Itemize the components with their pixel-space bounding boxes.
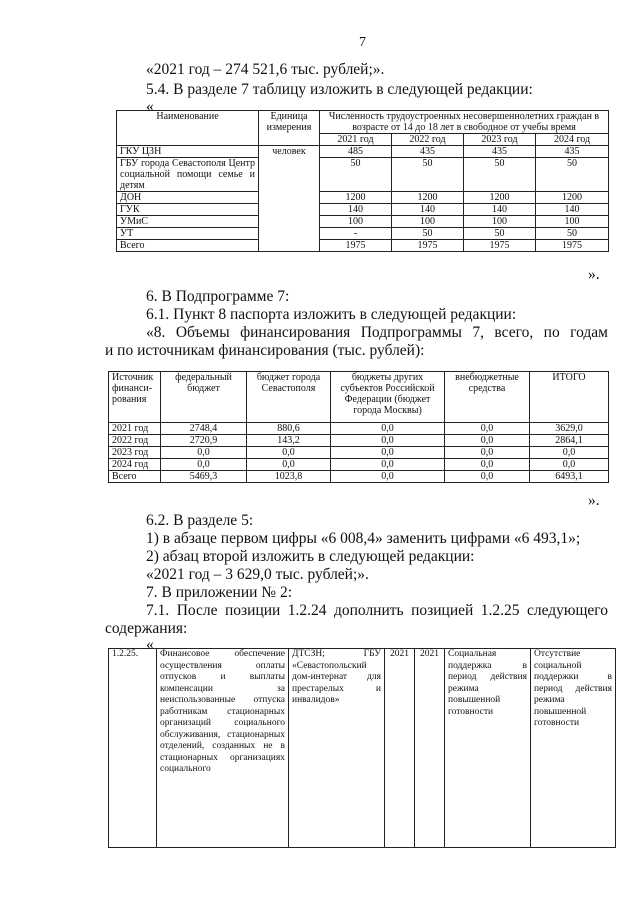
cell: 0,0	[445, 459, 530, 471]
paragraph-7-1-line1: 7.1. После позиции 1.2.24 дополнить позицией 1.2.25 следующего	[146, 602, 608, 619]
cell: 50	[536, 228, 609, 240]
cell: 0,0	[445, 447, 530, 459]
table-row	[109, 423, 609, 435]
table-row	[117, 228, 609, 240]
consequence: Отсутствие социальной поддержки в период действия режима повышенной готовности	[531, 649, 616, 848]
paragraph-2021-amount: «2021 год – 3 629,0 тыс. рублей;».	[146, 566, 369, 583]
row-name: Всего	[117, 240, 259, 252]
cell: 0,0	[445, 471, 530, 483]
cell: 50	[464, 228, 536, 240]
end-year: 2021	[415, 649, 445, 848]
row-label: 2022 год	[109, 435, 161, 447]
year-header: 2024 год	[536, 134, 609, 146]
cell: 1200	[536, 192, 609, 204]
expected-result: Социальная поддержка в период действия режима повышенной готовности	[445, 649, 531, 848]
row-name: УТ	[117, 228, 259, 240]
position-number: 1.2.25.	[109, 649, 157, 848]
row-label: 2021 год	[109, 423, 161, 435]
cell: 0,0	[530, 447, 609, 459]
cell: 1200	[464, 192, 536, 204]
header-federal: федеральный бюджет	[161, 372, 247, 423]
header-extrabudget: внебюджетные средства	[445, 372, 530, 423]
cell: 50	[464, 158, 536, 192]
paragraph-6-2-1: 1) в абзаце первом цифры «6 008,4» заменить цифрами «6 493,1»;	[146, 530, 581, 547]
cell: 0,0	[445, 435, 530, 447]
cell: 1023,8	[247, 471, 331, 483]
table-row	[109, 435, 609, 447]
table-row	[117, 216, 609, 228]
cell: 880,6	[247, 423, 331, 435]
header-name: Наименование	[117, 111, 259, 146]
cell: 0,0	[445, 423, 530, 435]
cell: 140	[320, 204, 392, 216]
header-other-subjects: бюджеты других субъектов Российской Федерации (бюджет города Москвы)	[331, 372, 445, 423]
header-total: ИТОГО	[530, 372, 609, 423]
appendix-table	[108, 648, 616, 848]
cell: 50	[320, 158, 392, 192]
row-name: ДОН	[117, 192, 259, 204]
paragraph-7: 7. В приложении № 2:	[146, 584, 293, 601]
cell: 3629,0	[530, 423, 609, 435]
cell: 0,0	[247, 447, 331, 459]
cell: 0,0	[331, 471, 445, 483]
start-year: 2021	[385, 649, 415, 848]
cell: 140	[464, 204, 536, 216]
open-quote-1: «	[146, 98, 154, 115]
table-row	[109, 471, 609, 483]
open-quote-3: «	[146, 636, 154, 653]
cell: 1975	[536, 240, 609, 252]
cell: 50	[536, 158, 609, 192]
header-unit: Единица измерения	[259, 111, 320, 146]
paragraph-6-1: 6.1. Пункт 8 паспорта изложить в следующей редакции:	[146, 306, 517, 323]
cell: 1200	[392, 192, 464, 204]
table-row	[117, 240, 609, 252]
cell: 1975	[320, 240, 392, 252]
cell: 2864,1	[530, 435, 609, 447]
cell: 140	[392, 204, 464, 216]
paragraph-8-line2: и по источникам финансирования (тыс. рублей):	[105, 342, 425, 359]
close-quote-1: ».	[588, 266, 600, 283]
executor: ДТСЗН; ГБУ «Севастопольский дом-интернат для престарелых и инвалидов»	[289, 649, 385, 848]
paragraph-8-line1: «8. Объемы финансирования Подпрограммы 7, всего, по годам	[146, 324, 608, 341]
row-name: ГКУ ЦЗН	[117, 146, 259, 158]
paragraph-2021-total: «2021 год – 274 521,6 тыс. рублей;».	[146, 61, 385, 78]
year-header: 2021 год	[320, 134, 392, 146]
paragraph-7-1-line2: содержания:	[105, 620, 188, 637]
row-name: УМиС	[117, 216, 259, 228]
cell: 50	[392, 228, 464, 240]
row-name: ГБУ города Севастополя Центр социальной помощи семье и детям	[117, 158, 259, 192]
employment-table	[116, 110, 609, 252]
close-quote-2: ».	[588, 492, 600, 509]
page-number: 7	[359, 35, 366, 50]
cell: 435	[392, 146, 464, 158]
cell: 143,2	[247, 435, 331, 447]
cell: 435	[464, 146, 536, 158]
table-row	[109, 459, 609, 471]
row-name: ГУК	[117, 204, 259, 216]
row-label: 2023 год	[109, 447, 161, 459]
paragraph-6-2: 6.2. В разделе 5:	[146, 512, 254, 529]
unit-cell: человек	[259, 146, 320, 252]
table-row	[117, 204, 609, 216]
cell: -	[320, 228, 392, 240]
paragraph-6: 6. В Подпрограмме 7:	[146, 288, 290, 305]
cell: 140	[536, 204, 609, 216]
row-label: 2024 год	[109, 459, 161, 471]
cell: 0,0	[331, 423, 445, 435]
year-header: 2022 год	[392, 134, 464, 146]
cell: 1200	[320, 192, 392, 204]
cell: 1975	[464, 240, 536, 252]
paragraph-5-4: 5.4. В разделе 7 таблицу изложить в следующей редакции:	[146, 81, 533, 98]
year-header: 2023 год	[464, 134, 536, 146]
cell: 435	[536, 146, 609, 158]
table-row	[109, 447, 609, 459]
financing-table	[108, 371, 609, 483]
cell: 0,0	[161, 459, 247, 471]
cell: 50	[392, 158, 464, 192]
cell: 0,0	[161, 447, 247, 459]
paragraph-6-2-2: 2) абзац второй изложить в следующей редакции:	[146, 548, 475, 565]
header-number: Численность трудоустроенных несовершеннолетних граждан в возрасте от 14 до 18 лет в свободное от учебы время	[320, 111, 609, 134]
cell: 0,0	[331, 459, 445, 471]
cell: 100	[320, 216, 392, 228]
table-row	[117, 192, 609, 204]
header-source: Источник финанси-рования	[109, 372, 161, 423]
cell: 5469,3	[161, 471, 247, 483]
cell: 0,0	[331, 447, 445, 459]
cell: 0,0	[331, 435, 445, 447]
cell: 100	[464, 216, 536, 228]
measure-description: Финансовое обеспечение осуществления оплаты отпусков и выплаты компенсации за неиспользованные отпуска работникам стационарных организаций социального обслуживания, стационарных отделений, созданных не в стационарных организациях социального	[157, 649, 289, 848]
table-row	[117, 146, 609, 158]
header-city: бюджет города Севастополя	[247, 372, 331, 423]
cell: 100	[392, 216, 464, 228]
cell: 100	[536, 216, 609, 228]
table-row	[109, 649, 616, 848]
row-label: Всего	[109, 471, 161, 483]
cell: 2720,9	[161, 435, 247, 447]
cell: 0,0	[530, 459, 609, 471]
cell: 1975	[392, 240, 464, 252]
cell: 485	[320, 146, 392, 158]
table-row	[117, 158, 609, 192]
cell: 2748,4	[161, 423, 247, 435]
cell: 0,0	[247, 459, 331, 471]
cell: 6493,1	[530, 471, 609, 483]
